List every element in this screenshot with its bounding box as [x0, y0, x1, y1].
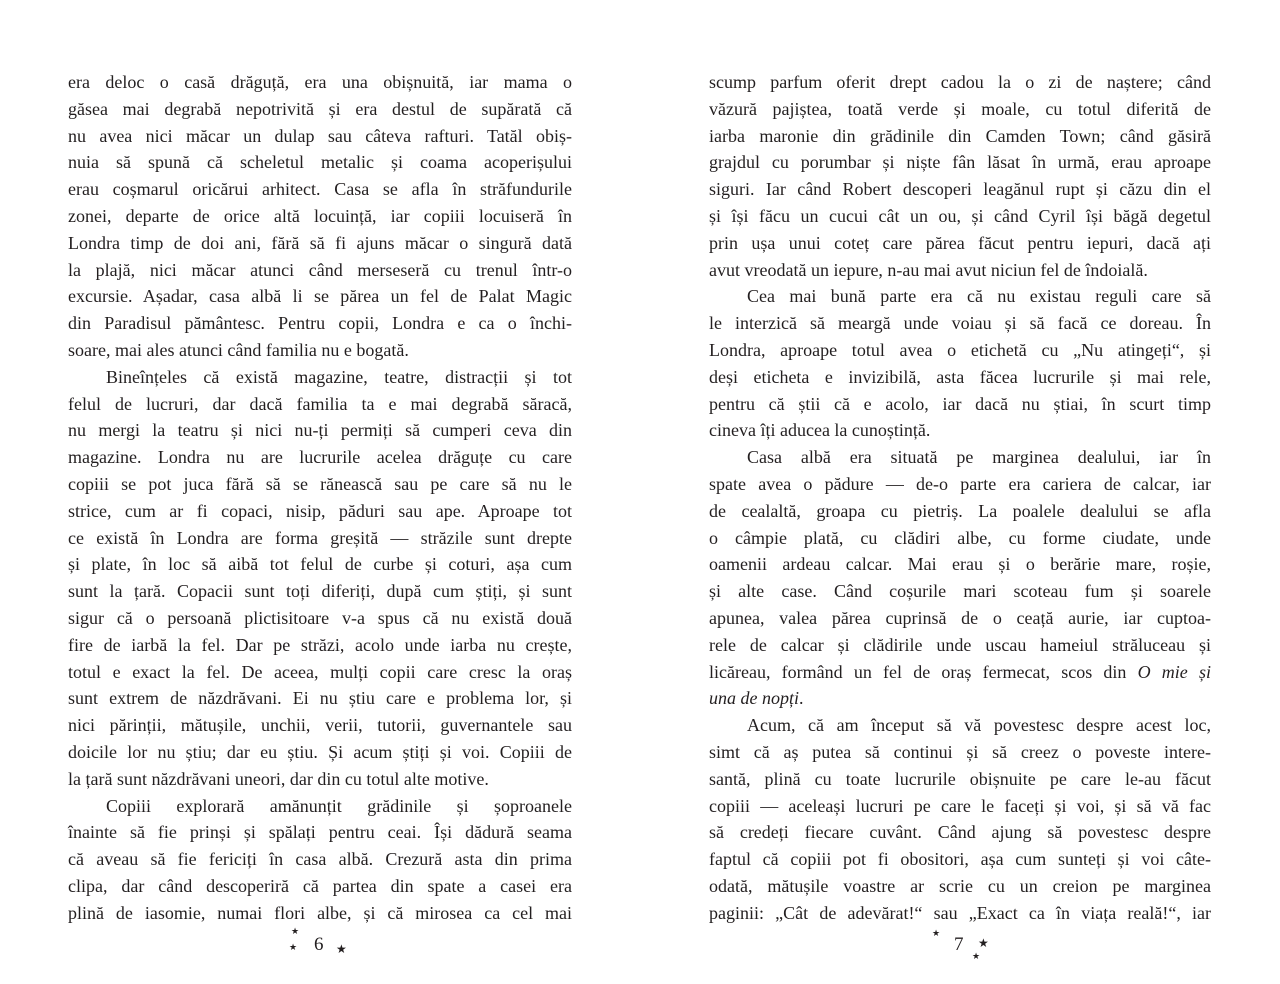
- text-line: totul e exact la fel. De aceea, mulți copii care cresc la oraș: [68, 661, 572, 682]
- text-line: Casa albă era situată pe marginea dealului, iar în: [747, 447, 1211, 468]
- book-title-italic: O mie și: [1137, 661, 1211, 682]
- text-line: apunea, valea părea cuprinsă de o ceață aurie, iar cuptoa-: [709, 607, 1211, 628]
- text-line: sunt extrem de năzdrăvani. Ei nu știu care e problema lor, și: [68, 688, 572, 709]
- text-line: Cea mai bună parte era că nu existau reguli care să: [747, 286, 1211, 307]
- text-line: erau coșmarul oricărui arhitect. Casa se afla în străfundurile: [68, 179, 572, 200]
- text-line: că aveau să fie fericiți în casa albă. Crezură asta din prima: [68, 849, 572, 870]
- text-line: și alte case. Când coșurile mari scoteau fum și soarele: [709, 581, 1211, 602]
- text-line: nu avea nici măcar un dulap sau câteva rafturi. Tatăl obiș-: [68, 125, 572, 146]
- text-line: copiii se pot juca fără să se rănească sau pe care să nu le: [68, 473, 572, 494]
- text-line: siguri. Iar când Robert descoperi leagănul rupt și căzu din el: [709, 179, 1211, 200]
- text-line: grajdul cu porumbar și niște fân lăsat în urmă, erau aproape: [709, 152, 1211, 173]
- text-line: din Paradisul pământesc. Pentru copii, Londra e ca o închi-: [68, 313, 572, 334]
- right-page-folio: [930, 928, 1000, 962]
- text-line: strice, cum ar fi copaci, nisip, păduri sau ape. Aproape tot: [68, 500, 572, 521]
- page-number-right: 7: [954, 934, 964, 955]
- text-line: și plate, în loc să aibă tot felul de curbe și coturi, așa cum: [68, 554, 572, 575]
- text-line: înainte să fie prinși și spălați pentru ceai. Își dădură seama: [68, 822, 572, 843]
- text-line: licăreau, formând un fel de oraș fermecat, scos din O mie și: [709, 661, 1211, 682]
- text-line: copiii — aceleași lucruri pe care le faceți și voi, și să vă fac: [709, 795, 1211, 816]
- star-icon: ★: [291, 927, 300, 937]
- text-line: faptul că copiii pot fi obositori, așa cum sunteți și voi câte-: [709, 849, 1211, 870]
- text-line: paginii: „Cât de adevărat!“ sau „Exact ca în viața reală!“, iar: [709, 902, 1211, 923]
- star-icon: ★: [336, 942, 347, 956]
- text-line: magazine. Londra nu are lucrurile acelea drăguțe cu care: [68, 447, 572, 468]
- text-line: Londra timp de doi ani, fără să fi ajuns măcar o singură dată: [68, 232, 572, 253]
- right-page-text: [709, 69, 1211, 927]
- text-line: deși eticheta e invizibilă, asta făcea lucrurile și mai rele,: [709, 366, 1211, 387]
- text-line: găsea mai degrabă nepotrivită și era destul de supărată că: [68, 98, 572, 119]
- left-page-text: [68, 69, 572, 927]
- star-icon: ★: [289, 943, 298, 953]
- text-line: pentru că știi că e acolo, iar dacă nu știai, în scurt timp: [709, 393, 1211, 414]
- text-line: Bineînțeles că există magazine, teatre, distracții și tot: [106, 366, 572, 387]
- text-line: le interzică să meargă unde voiau și să facă ce doreau. În: [709, 313, 1211, 334]
- text-line: simt că aș putea să continui și să creez o poveste intere-: [709, 741, 1211, 762]
- left-page-folio: [288, 928, 358, 962]
- text-line: nu mergi la teatru și nici nu-ți permiți să cumperi ceva din: [68, 420, 572, 441]
- text-line: nuia să spună că scheletul metalic și coama acoperișului: [68, 152, 572, 173]
- text-line: fire de iarbă la fel. Dar pe străzi, acolo unde iarba nu crește,: [68, 634, 572, 655]
- text-line: soare, mai ales atunci când familia nu e bogată.: [68, 339, 409, 360]
- text-line: odată, mătușile voastre ar scrie cu un creion pe marginea: [709, 875, 1211, 896]
- text-line: cineva îți aducea la cunoștință.: [709, 420, 931, 441]
- text-line: clipa, dar când descoperiră că partea din spate a casei era: [68, 875, 572, 896]
- text-line: oamenii ardeau calcar. Mai erau și o berărie mare, roșie,: [709, 554, 1211, 575]
- star-icon: ★: [972, 952, 981, 962]
- page-number-left: 6: [314, 934, 324, 955]
- text-line: iarba maronie din grădinile din Camden Town; când găsiră: [709, 125, 1211, 146]
- text-line: santă, plină cu toate lucrurile obișnuite pe care le-au făcut: [709, 768, 1211, 789]
- text-line: o câmpie plată, cu clădiri albe, cu forme ciudate, unde: [709, 527, 1211, 548]
- text-line: plină de iasomie, numai flori albe, și că mirosea ca cel mai: [68, 902, 572, 923]
- text-line: Copiii explorară amănunțit grădinile și șoproanele: [106, 795, 572, 816]
- text-line: să credeți fiecare cuvânt. Când ajung să povestesc despre: [709, 822, 1211, 843]
- text-line: prin ușa unui coteț care părea făcut pentru iepuri, dacă ați: [709, 232, 1211, 253]
- star-icon: ★: [932, 929, 941, 939]
- text-line: nici părinții, mătușile, unchii, verii, tutorii, guvernantele sau: [68, 715, 572, 736]
- text-line: una de nopți.: [709, 688, 804, 709]
- text-line: felul de lucruri, dar dacă familia ta e mai degrabă săracă,: [68, 393, 572, 414]
- text-line: Acum, că am început să vă povestesc despre acest loc,: [747, 715, 1211, 736]
- text-line: spate avea o pădure — de-o parte era cariera de calcar, iar: [709, 473, 1211, 494]
- text-line: avut vreodată un iepure, n-au mai avut niciun fel de îndoială.: [709, 259, 1148, 280]
- text-line: și își făcu un cucui cât un ou, și când Cyril își băgă degetul: [709, 205, 1211, 226]
- text-line: zonei, departe de orice altă locuință, iar copiii locuiseră în: [68, 205, 572, 226]
- text-line: la țară sunt năzdrăvani uneori, dar din cu totul alte motive.: [68, 768, 489, 789]
- text-line: ce există în Londra are forma greșită — străzile sunt drepte: [68, 527, 572, 548]
- text-line: rele de calcar și clădirile unde uscau hameiul străluceau și: [709, 634, 1211, 655]
- text-line: sigur că o persoană plictisitoare v-a spus că nu există două: [68, 607, 572, 628]
- text-line: Londra, aproape totul avea o etichetă cu „Nu atingeți“, și: [709, 339, 1211, 360]
- book-title-italic: una de nopți: [709, 688, 799, 709]
- text-line: scump parfum oferit drept cadou la o zi de naștere; când: [709, 72, 1211, 92]
- text-line: văzură pajiștea, toată verde și moale, cu totul diferită de: [709, 98, 1211, 119]
- star-icon: ★: [978, 936, 989, 950]
- text-line: la plajă, nici măcar atunci când merseseră cu trenul într-o: [68, 259, 572, 280]
- text-line: excursie. Așadar, casa albă li se părea un fel de Palat Magic: [68, 286, 572, 307]
- text-line: doicile lor nu știu; dar eu știu. Și acum știți și voi. Copiii de: [68, 741, 572, 762]
- text-line: sunt la țară. Copacii sunt toți diferiți, după cum știți, și sunt: [68, 581, 572, 602]
- text-line: de cealaltă, groapa cu pietriș. La poalele dealului se afla: [709, 500, 1211, 521]
- text-line: era deloc o casă drăguță, era una obișnuită, iar mama o: [68, 72, 572, 92]
